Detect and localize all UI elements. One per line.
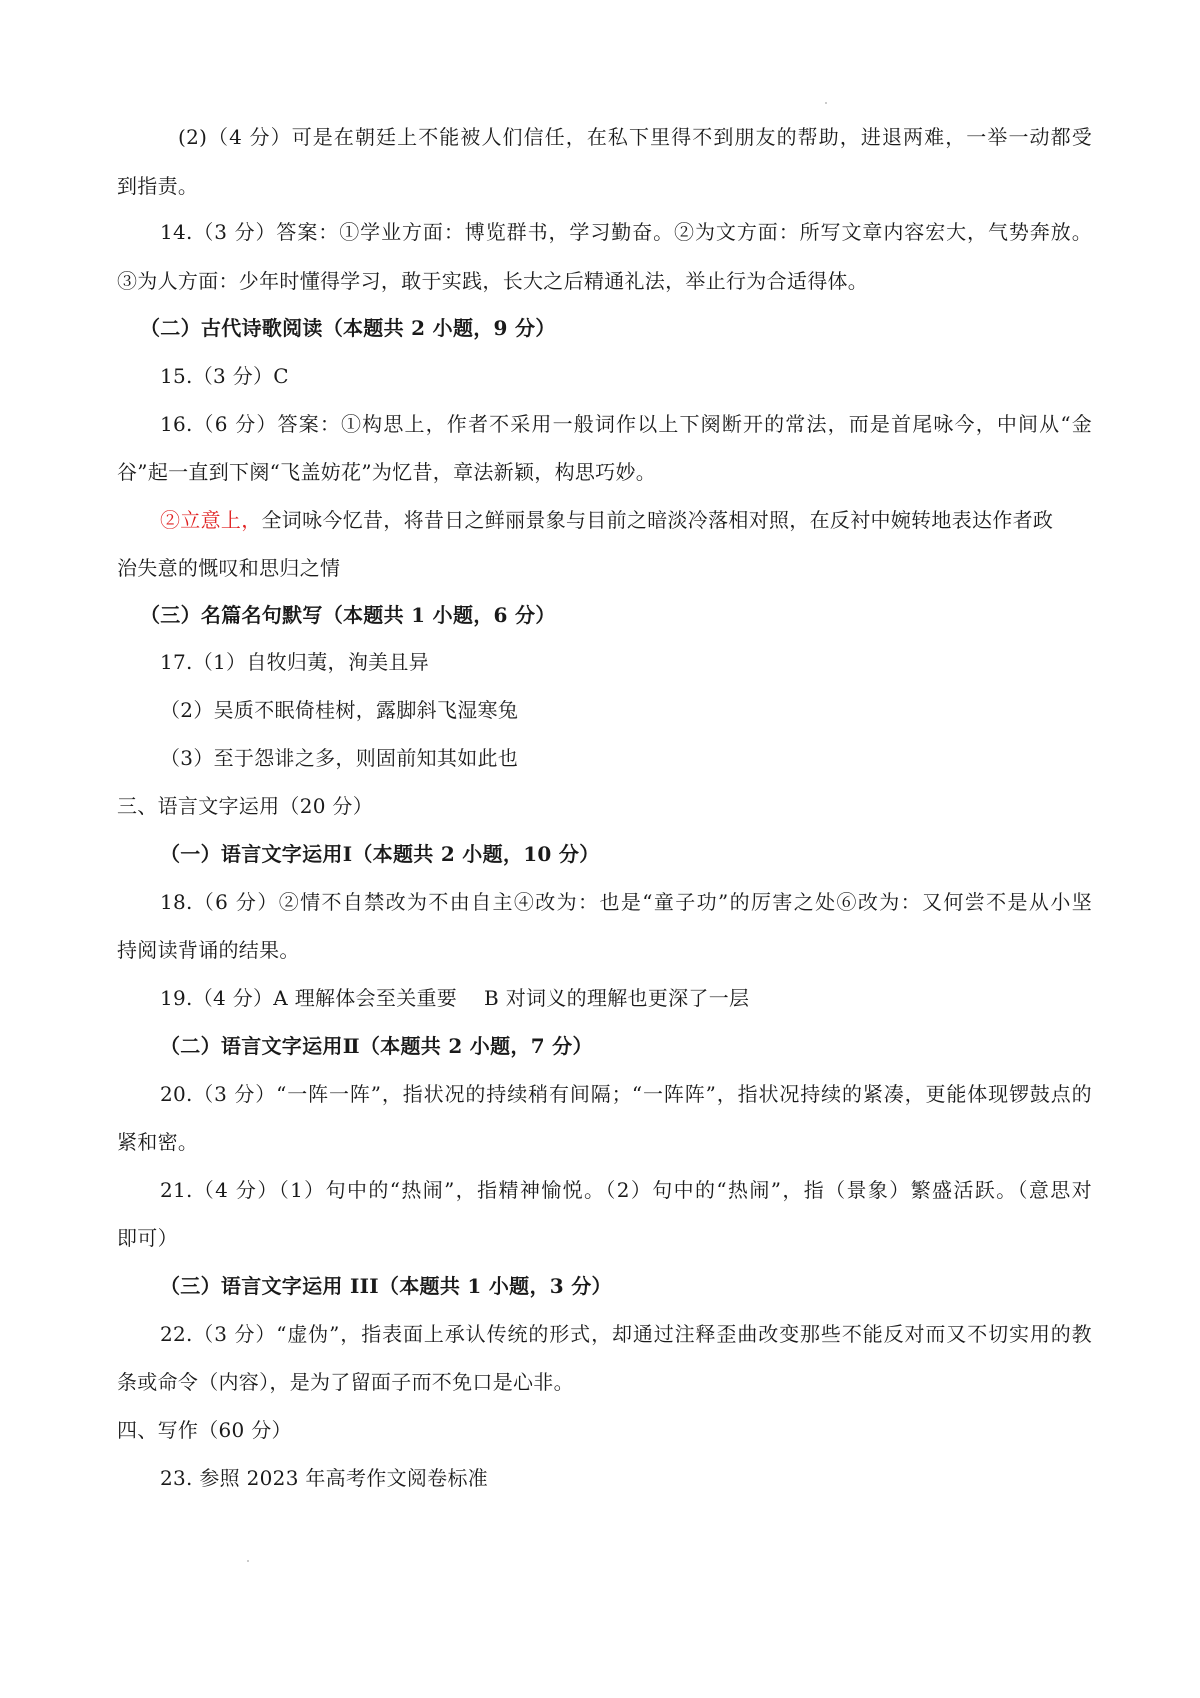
scan-dot-mark-bottom <box>247 1560 249 1562</box>
answer-15: 15.（3 分）C <box>160 364 289 388</box>
part-heading-writing: 四、写作（60 分） <box>117 1418 292 1442</box>
section-heading-language-use-2: （二）语言文字运用Ⅱ（本题共 2 小题，7 分） <box>160 1034 593 1058</box>
answer-21-line-2: 即可） <box>117 1226 178 1250</box>
answer-18-line-1: 18.（6 分）②情不自禁改为不由自主④改为：也是“童子功”的厉害之处⑥改为：又何尝不是从小坚 <box>160 890 1092 914</box>
scan-dot-mark <box>825 102 827 104</box>
section-heading-language-use-3: （三）语言文字运用 III（本题共 1 小题，3 分） <box>160 1274 612 1298</box>
answer-16-line-1: 16.（6 分）答案：①构思上，作者不采用一般词作以上下阕断开的常法，而是首尾咏今，中间从“金 <box>160 412 1092 436</box>
answer-14-line-2: ③为人方面：少年时懂得学习，敢于实践，长大之后精通礼法，举止行为合适得体。 <box>117 269 869 293</box>
answer-13-2-line-2: 到指责。 <box>117 174 199 198</box>
answer-16-line-4: 治失意的慨叹和思归之情 <box>117 556 341 580</box>
answer-14-line-1: 14.（3 分）答案：①学业方面：博览群书，学习勤奋。②为文方面：所写文章内容宏大，气势奔放。 <box>160 220 1092 244</box>
answer-16-red-highlight: ②立意上， <box>160 508 262 532</box>
answer-16-line-3-text: 全词咏今忆昔，将昔日之鲜丽景象与目前之暗淡冷落相对照，在反衬中婉转地表达作者政 <box>261 508 1054 532</box>
answer-20-line-1: 20.（3 分）“一阵一阵”，指状况的持续稍有间隔；“一阵阵”，指状况持续的紧凑，更能体现锣鼓点的 <box>160 1082 1092 1106</box>
answer-22-line-1: 22.（3 分）“虚伪”，指表面上承认传统的形式，却通过注释歪曲改变那些不能反对而又不切实用的教 <box>160 1322 1092 1346</box>
answer-19: 19.（4 分）A 理解体会至关重要 B 对词义的理解也更深了一层 <box>160 986 750 1010</box>
section-heading-language-use-1: （一）语言文字运用Ⅰ（本题共 2 小题，10 分） <box>160 842 600 866</box>
answer-16-line-2: 谷”起一直到下阕“飞盖妨花”为忆昔，章法新颖，构思巧妙。 <box>117 460 657 484</box>
answer-13-2-line-1: (2)（4 分）可是在朝廷上不能被人们信任，在私下里得不到朋友的帮助，进退两难，一举一动都受 <box>178 125 1092 149</box>
answer-22-line-2: 条或命令（内容），是为了留面子而不免口是心非。 <box>117 1370 574 1394</box>
section-heading-classical-poetry: （二）古代诗歌阅读（本题共 2 小题，9 分） <box>140 316 556 340</box>
part-heading-language-use: 三、语言文字运用（20 分） <box>117 794 374 818</box>
answer-23: 23. 参照 2023 年高考作文阅卷标准 <box>160 1466 489 1490</box>
answer-20-line-2: 紧和密。 <box>117 1130 199 1154</box>
answer-21-line-1: 21.（4 分）（1）句中的“热闹”，指精神愉悦。（2）句中的“热闹”，指（景象）繁盛活跃。（意思对 <box>160 1178 1092 1202</box>
answer-18-line-2: 持阅读背诵的结果。 <box>117 938 300 962</box>
answer-17-3: （3）至于怨诽之多，则固前知其如此也 <box>160 746 519 770</box>
answer-17-2: （2）吴质不眠倚桂树，露脚斜飞湿寒兔 <box>160 698 519 722</box>
answer-17-1: 17.（1）自牧归荑，洵美且异 <box>160 650 430 674</box>
answer-16-line-3 <box>160 506 1053 534</box>
section-heading-famous-quotes: （三）名篇名句默写（本题共 1 小题，6 分） <box>140 603 556 627</box>
